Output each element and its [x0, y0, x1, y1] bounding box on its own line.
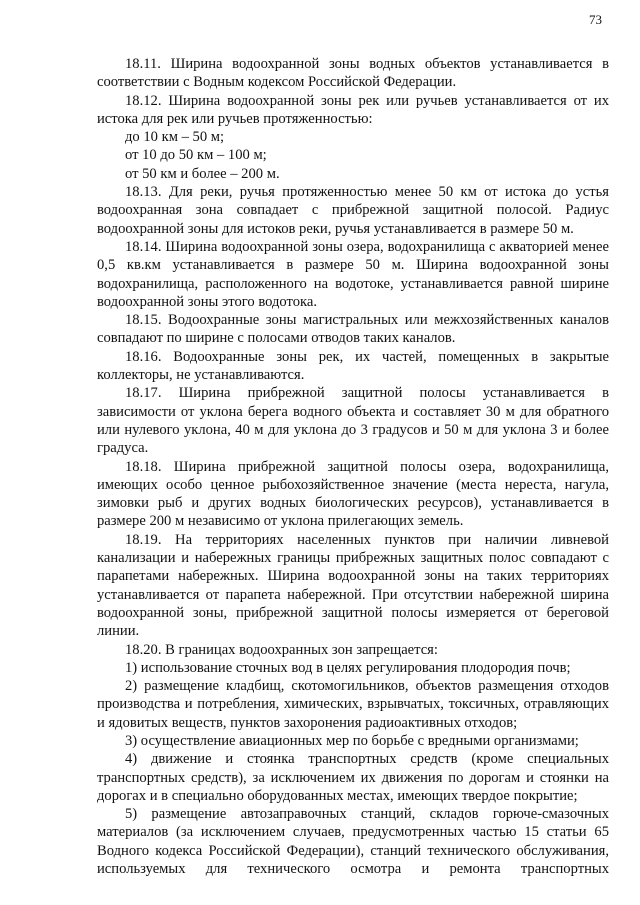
paragraph-18-12: 18.12. Ширина водоохранной зоны рек или ручьев устанавливается от их истока для рек или ручьев протяженностью: [97, 92, 609, 127]
prohibition-item-3: 3) осуществление авиационных мер по борьбе с вредными организмами; [125, 732, 579, 749]
paragraph-18-19: 18.19. На территориях населенных пунктов при наличии ливневой канализации и набережных границы прибрежных защитных полос совпадают с парапетами набережных. Ширина водоохранной зоны на таких территориях устанавливается от парапета набережной. При отсутствии набережной ширина водоохранной зоны, прибрежной защитной полосы измеряется от береговой линии. [97, 531, 609, 640]
paragraph-18-17: 18.17. Ширина прибрежной защитной полосы устанавливается в зависимости от уклона берега водного объекта и составляет 30 м для обратного или нулевого уклона, 40 м для уклона до 3 градусов и 50 м для уклона 3 и более градуса. [97, 385, 609, 457]
prohibition-item-5: 5) размещение автозаправочных станций, складов горюче-смазочных материалов (за исключением случаев, предусмотренных частью 15 статьи 65 Водного кодекса Российской Федерации), станций технического обслуживания, используемых для технического осмотра и ремонта транспортных [97, 806, 609, 878]
prohibition-item-1: 1) использование сточных вод в целях регулирования плодородия почв; [125, 659, 571, 676]
paragraph-18-13: 18.13. Для реки, ручья протяженностью менее 50 км от истока до устья водоохранная зона совпадает с прибрежной защитной полосой. Радиус водоохранной зоны для истоков реки, ручья устанавливается в размере 50 м. [97, 184, 609, 237]
page-number: 73 [589, 12, 602, 27]
prohibition-item-2: 2) размещение кладбищ, скотомогильников, объектов размещения отходов производства и потребления, химических, взрывчатых, токсичных, отравляющих и ядовитых веществ, пунктов захоронения радиоактивных отходов; [97, 678, 609, 731]
paragraph-18-20: 18.20. В границах водоохранных зон запрещается: [125, 641, 438, 658]
list-item-range-3: от 50 км и более – 200 м. [125, 165, 280, 182]
paragraph-18-11: 18.11. Ширина водоохранной зоны водных объектов устанавливается в соответствии с Водным кодексом Российской Федерации. [97, 56, 609, 91]
paragraph-18-16: 18.16. Водоохранные зоны рек, их частей, помещенных в закрытые коллекторы, не устанавливаются. [97, 348, 609, 384]
prohibition-item-4: 4) движение и стоянка транспортных средств (кроме специальных транспортных средств), за исключением их движения по дорогам и стоянки на дорогах и в специально оборудованных местах, имеющих твердое покрытие; [97, 751, 609, 804]
paragraph-18-15: 18.15. Водоохранные зоны магистральных или межхозяйственных каналов совпадают по ширине с полосами отводов таких каналов. [97, 312, 609, 347]
list-item-range-1: до 10 км – 50 м; [125, 129, 225, 146]
list-item-range-2: от 10 до 50 км – 100 м; [125, 147, 267, 164]
document-body [97, 55, 609, 878]
paragraph-18-14: 18.14. Ширина водоохранной зоны озера, водохранилища с акваторией менее 0,5 кв.км устанавливается в размере 50 м. Ширина водоохранной зоны водохранилища, расположенного на водотоке, устанавливается равной ширине водоохранной зоны этого водотока. [97, 238, 609, 310]
paragraph-18-18: 18.18. Ширина прибрежной защитной полосы озера, водохранилища, имеющих особо ценное рыбохозяйственное значение (места нереста, нагула, зимовки рыб и других водных биологических ресурсов), устанавливается в размере 200 м независимо от уклона прилегающих земель. [97, 458, 609, 530]
